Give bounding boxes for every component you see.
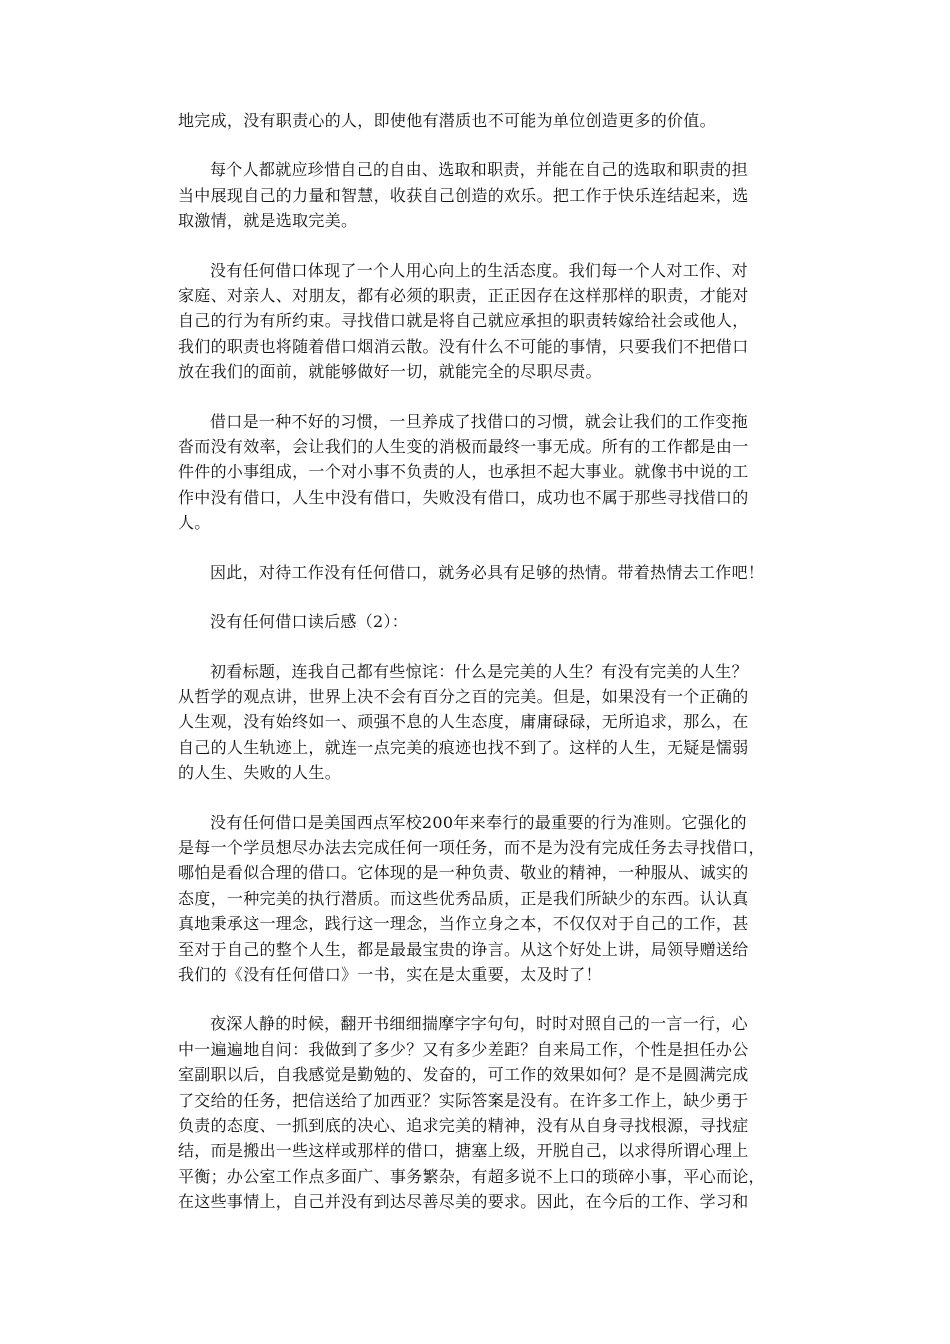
text-line: 没有任何借口读后感（2）： [210,612,409,632]
text-line: 初看标题，连我自己都有些惊诧：什么是完美的人生？有没有完美的人生？ [210,661,748,681]
paragraph [178,108,788,133]
text-line: 结，而是搬出一些这样或那样的借口，搪塞上级，开脱自己，以求得所谓心理上 [178,1141,749,1161]
paragraph [178,157,788,233]
text-line: 因此，对待工作没有任何借口，就务必具有足够的热情。带着热情去工作吧！ [210,562,765,582]
text-line: 家庭、对亲人、对朋友，都有必须的职责，正正因存在这样那样的职责，才能对 [178,286,749,306]
text-line: 自己的人生轨迹上，就连一点完美的痕迹也找不到了。这样的人生，无疑是懦弱 [178,737,749,757]
text-line: 人。 [178,513,211,533]
text-line: 从哲学的观点讲，世界上决不会有百分之百的完美。但是，如果没有一个正确的 [178,686,749,706]
text-line: 的人生、失败的人生。 [178,763,342,783]
text-line: 没有任何借口体现了一个人用心向上的生活态度。我们每一个人对工作、对 [210,260,748,280]
text-line: 沓而没有效率，会让我们的人生变的消极而最终一事无成。所有的工作都是由一 [178,437,749,457]
paragraph [178,409,788,536]
text-line: 负责的态度、一抓到底的决心、追求完美的精神，没有从自身寻找根源，寻找症 [178,1116,749,1135]
text-line: 作中没有借口，人生中没有借口，失败没有借口，成功也不属于那些寻找借口的 [178,487,749,507]
text-line: 哪怕是看似合理的借口。它体现的是一种负责、敬业的精神，一种服从、诚实的 [178,863,749,883]
text-line: 真地秉承这一理念，践行这一理念，当作立身之本，不仅仅对于自己的工作，甚 [178,914,749,934]
text-line: 室副职以后，自我感觉是勤勉的、发奋的，可工作的效果如何？是不是圆满完成 [178,1065,749,1085]
text-line: 当中展现自己的力量和智慧，收获自己创造的欢乐。把工作于快乐连结起来，选 [178,185,749,205]
text-line: 是每一个学员想尽办法去完成任何一项任务，而不是为没有完成任务去寻找借口， [178,837,765,857]
text-line: 我们的《没有任何借口》一书，实在是太重要，太及时了！ [178,964,602,984]
text-line: 中一遍遍地自问：我做到了多少？又有多少差距？自来局工作，个性是担任办公 [178,1039,749,1059]
text-line: 至对于自己的整个人生，都是最最宝贵的诤言。从这个好处上讲，局领导赠送给 [178,939,749,959]
text-line: 自己的行为有所约束。寻找借口就是将自己就应承担的职责转嫁给社会或他人， [178,311,749,331]
text-line: 了交给的任务，把信送给了加西亚？实际答案是没有。在许多工作上，缺少勇于 [178,1090,749,1110]
paragraph [178,560,788,585]
paragraph [178,810,788,988]
text-line: 在这些事情上，自己并没有到达尽善尽美的要求。因此，在今后的工作、学习和 [178,1192,749,1212]
text-line: 件件的小事组成，一个对小事不负责的人，也承担不起大事业。就像书中说的工 [178,462,749,482]
paragraph [178,609,788,634]
text-line: 人生观，没有始终如一、顽强不息的人生态度，庸庸碌碌，无所追求，那么，在 [178,712,749,732]
text-line: 放在我们的面前，就能够做好一切，就能完全的尽职尽责。 [178,362,602,382]
document-body [178,108,788,1239]
text-line: 地完成，没有职责心的人，即使他有潜质也不可能为单位创造更多的价值。 [178,111,716,130]
paragraph [178,1011,788,1214]
text-line: 我们的职责也将随着借口烟消云散。没有什么不可能的事情，只要我们不把借口 [178,336,749,356]
text-line: 没有任何借口是美国西点军校200年来奉行的最重要的行为准则。它强化的 [210,812,747,832]
text-line: 夜深人静的时候，翻开书细细揣摩字字句句，时时对照自己的一言一行，心 [210,1014,748,1034]
text-line: 平衡；办公室工作点多面广、事务繁杂，有超多说不上口的琐碎小事，平心而论， [178,1166,765,1186]
paragraph [178,258,788,385]
text-line: 取激情，就是选取完美。 [178,211,358,231]
text-line: 每个人都就应珍惜自己的自由、选取和职责，并能在自己的选取和职责的担 [210,160,748,180]
paragraph [178,659,788,786]
text-line: 借口是一种不好的习惯，一旦养成了找借口的习惯，就会让我们的工作变拖 [210,411,748,431]
text-line: 态度，一种完美的执行潜质。而这些优秀品质，正是我们所缺少的东西。认认真 [178,888,749,908]
